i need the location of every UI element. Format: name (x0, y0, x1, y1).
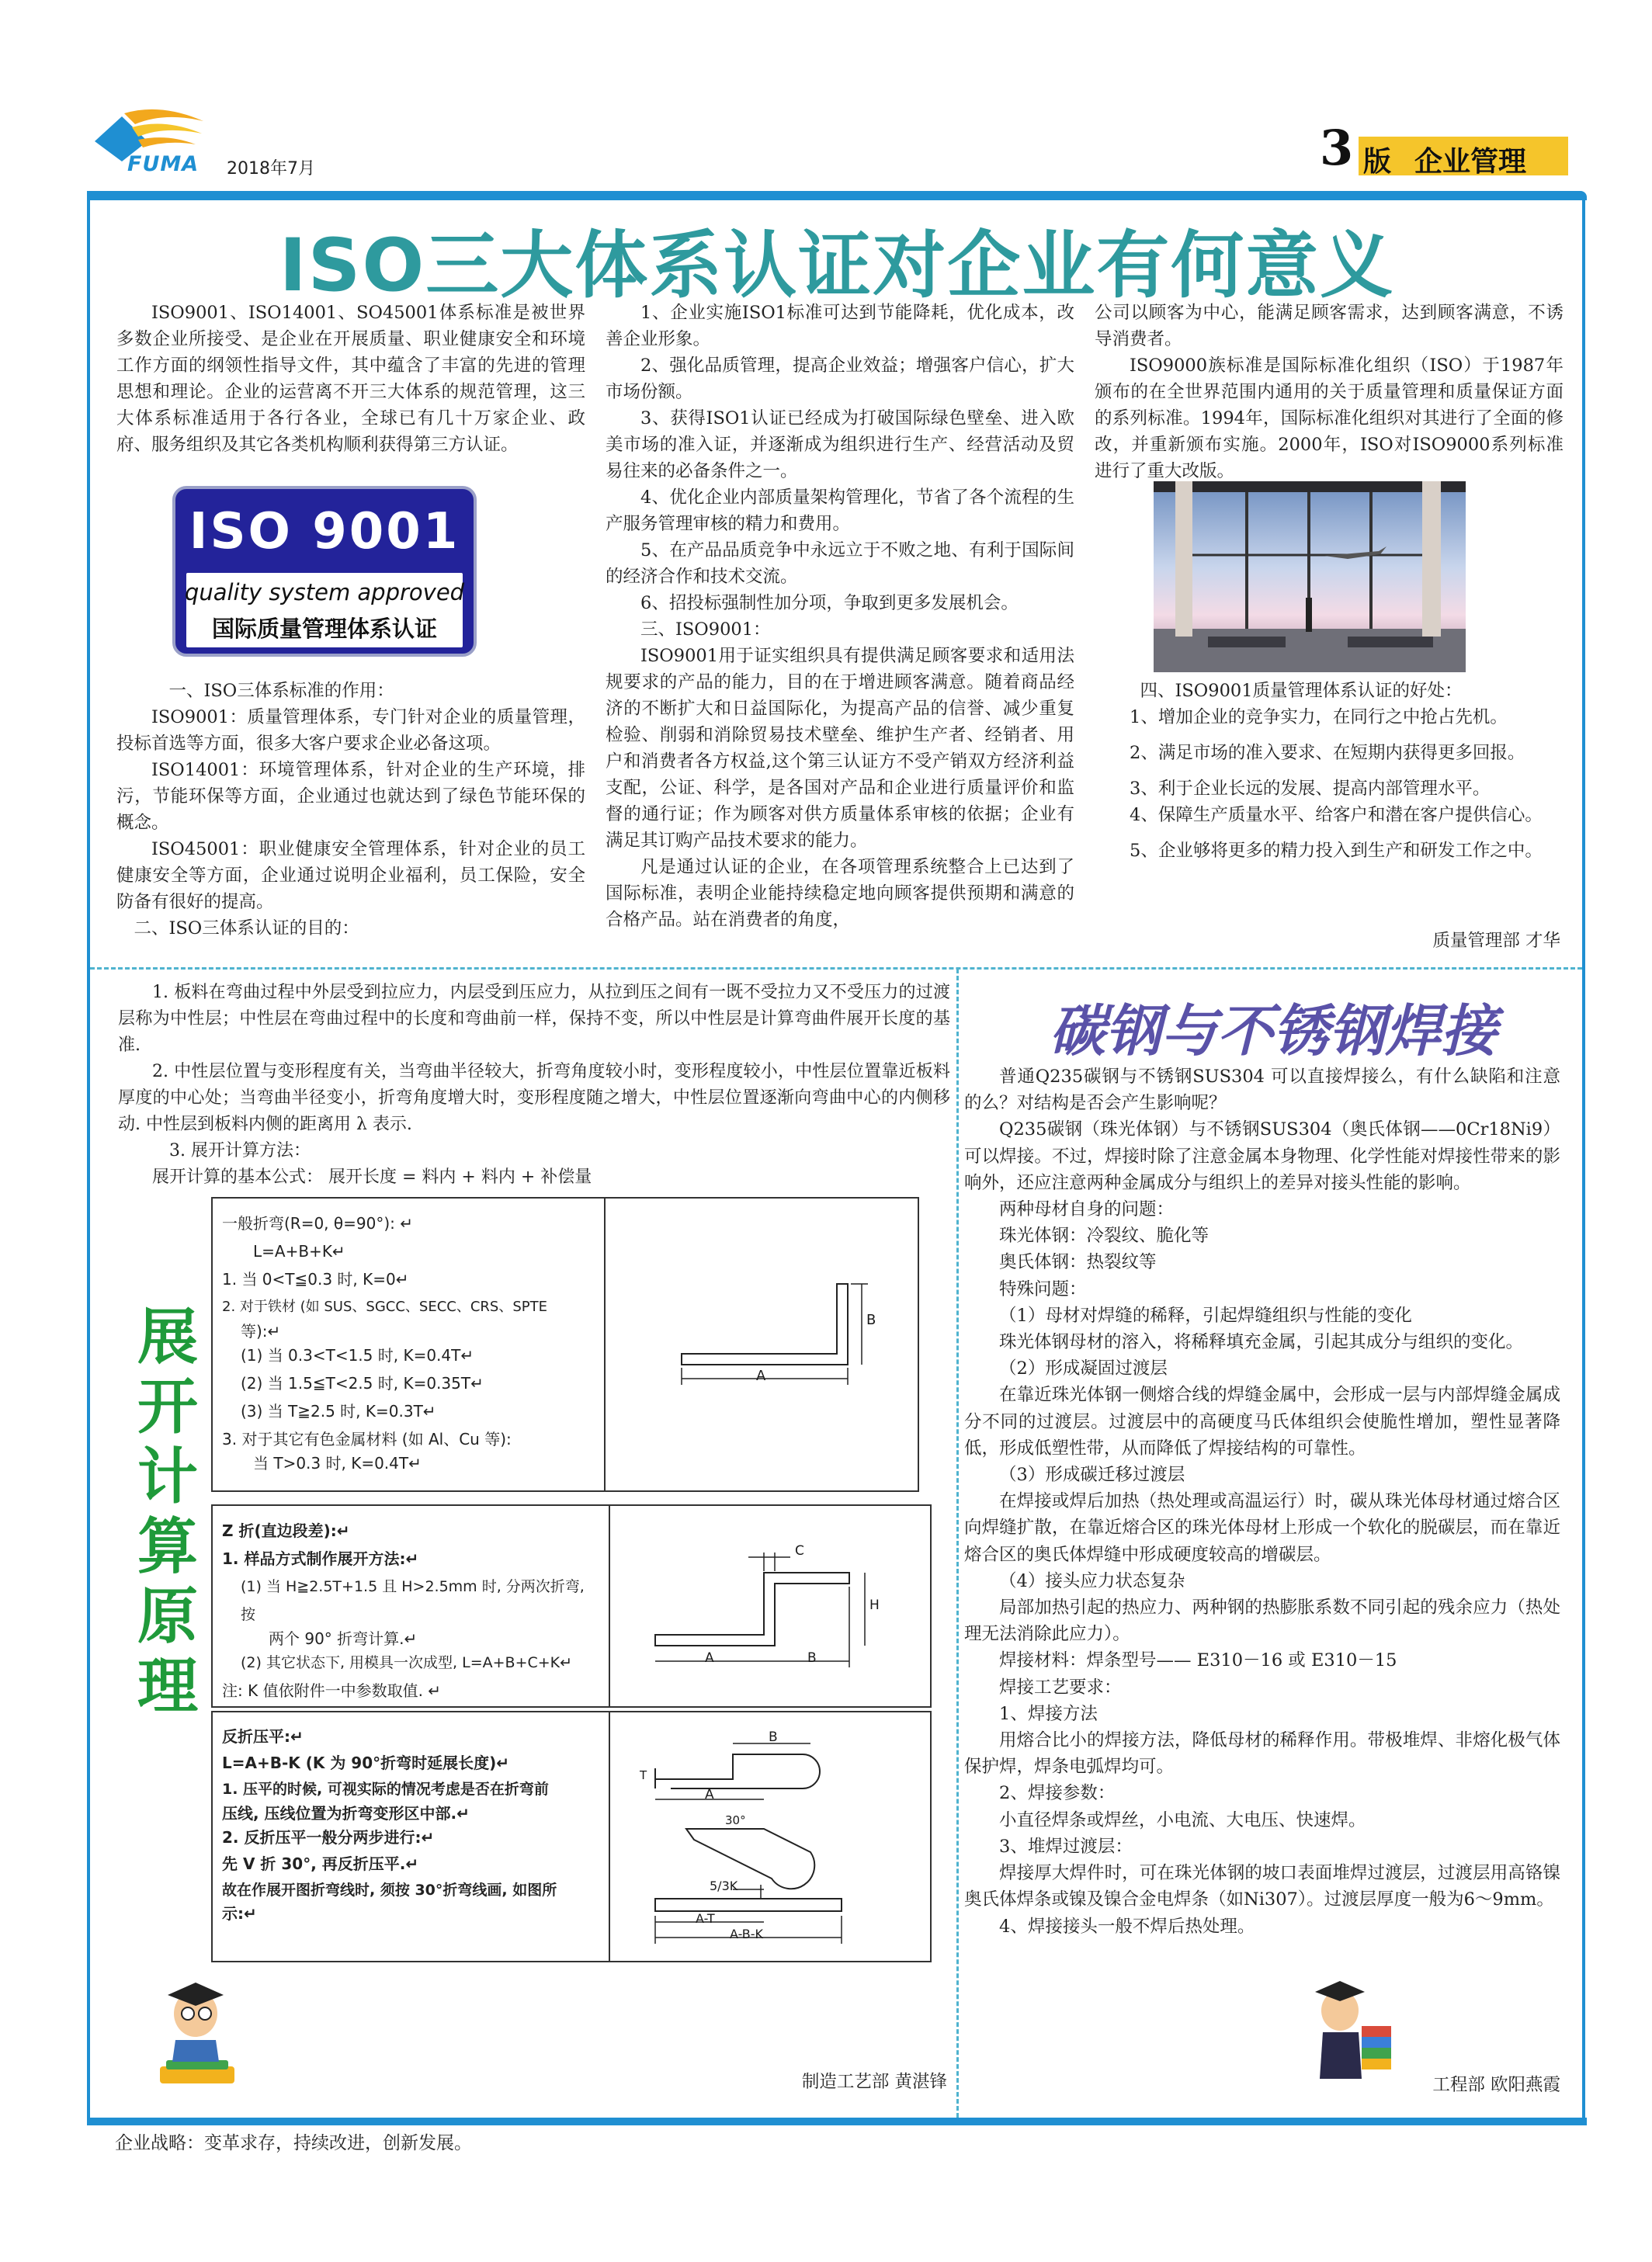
tbl-line: 注: K 值依附件一中参数取值. ↵ (222, 1681, 442, 1700)
iso-9001-desc: ISO9001：质量管理体系，专门针对企业的质量管理，投标首选等方面，很多大客户要求企业必备这项。 (116, 707, 585, 754)
weld-para: 小直径焊条或焊丝，小电流、大电压、快速焊。 (999, 1809, 1366, 1830)
iso-purpose-4: 4、优化企业内部质量架构管理化，节省了各个流程的生产服务管理审核的精力和费用。 (606, 487, 1074, 534)
weld-para: 珠光体钢：冷裂纹、脆化等 (999, 1226, 1210, 1247)
weld-para: 用熔合比小的焊接方法，降低母材的稀释作用。带极堆焊、非熔化极气体保护焊，焊条电弧焊均可。 (964, 1730, 1560, 1778)
tbl-line: 先 V 折 30°, 再反折压平.↵ (222, 1854, 419, 1873)
iso-cert-para: 凡是通过认证的企业，在各项管理系统整合上已达到了国际标准，表明企业能持续稳定地向顾客提供预期和满意的合格产品。站在消费者的角度， (606, 857, 1074, 930)
iso-benefit-1: 1、增加企业的竞争实力，在同行之中抢占先机。 (1130, 707, 1508, 727)
reverse-fold-diagram (609, 1712, 930, 1961)
tbl-line: (1) 当 0.3<T<1.5 时, K=0.4T↵ (241, 1346, 474, 1365)
top-rule (87, 191, 1587, 200)
unfold-para-3: 3. 展开计算方法： (169, 1141, 311, 1160)
dim-c: C (795, 1543, 804, 1559)
dim-at: A-T (696, 1911, 715, 1926)
vtitle-char: 算 (137, 1512, 198, 1582)
weld-para: 奥氏体钢：热裂纹等 (999, 1252, 1157, 1273)
iso-heading-1: 一、ISO三体系标准的作用： (168, 681, 394, 701)
unfold-text (118, 980, 950, 1191)
iso-benefit-2: 2、满足市场的准入要求、在短期内获得更多回报。 (1130, 743, 1525, 763)
page-badge (1320, 120, 1568, 179)
weld-para: 1、焊接方法 (999, 1703, 1098, 1724)
weld-para: 焊接材料：焊条型号—— E310－16 或 E310－15 (999, 1650, 1397, 1671)
dim-a: A (756, 1368, 766, 1384)
tbl-line: (1) 当 H≧2.5T+1.5 且 H>2.5mm 时, 分两次折弯, 按 (241, 1578, 585, 1623)
iso-9001-logo (172, 486, 477, 657)
unfold-vertical-title (137, 1303, 199, 1722)
right-frame (1582, 200, 1585, 2118)
iso-purpose-1: 1、企业实施ISO1标准可达到节能降耗，优化成本，改善企业形象。 (606, 303, 1074, 349)
unfold-author: 制造工艺部 黄湛锋 (801, 2072, 947, 2092)
tbl-line: 3. 对于其它有色金属材料 (如 Al、Cu 等): (222, 1430, 512, 1448)
table-general-bend (211, 1197, 919, 1492)
iso-heading-4: 四、ISO9001质量管理体系认证的好处： (1140, 681, 1463, 701)
tbl-line: 2. 反折压平一般分两步进行:↵ (222, 1828, 435, 1847)
tbl-line: 示:↵ (222, 1904, 257, 1923)
dim-angle: 30° (725, 1813, 746, 1827)
weld-para: 特殊问题： (999, 1278, 1087, 1299)
dim-b: B (866, 1312, 876, 1328)
iso-9000-history: ISO9000族标准是国际标准化组织（ISO）于1987年颁布的在全世界范围内通用的关于质量管理和质量保证方面的系列标准。1994年，国际标准化组织对其进行了全面的修改，并重新颁布实施。2000年，ISO对ISO9000系列标准进行了重大改版。 (1095, 356, 1564, 481)
dim-t: T (640, 1768, 647, 1782)
weld-title: 碳钢与不锈钢焊接 (1049, 997, 1497, 1063)
iso-benefit-5: 5、企业够将更多的精力投入到生产和研发工作之中。 (1130, 841, 1543, 861)
tbl-line: 反折压平:↵ (222, 1727, 304, 1746)
iso-logo-tagline: quality system approved (184, 579, 465, 605)
iso-logo-cn: 国际质量管理体系认证 (211, 616, 437, 642)
weld-para: （2）形成凝固过渡层 (999, 1358, 1168, 1379)
tbl-line: (2) 其它状态下, 用模具一次成型, L=A+B+C+K↵ (241, 1654, 573, 1671)
iso-heading-3: 三、ISO9001： (640, 619, 771, 640)
issue-date: 2018年7月 (227, 159, 315, 179)
unfold-para-2: 2. 中性层位置与变形程度有关，当弯曲半径较大，折弯角度较小时，变形程度较小，中性层位置靠近板料厚度的中心处；当弯曲半径变小，折弯角度增大时，变形程度随之增大，中性层位置逐渐向弯曲中心的内侧移动. 中性层到板料内侧的距离用 λ 表示. (118, 1062, 950, 1134)
tbl-line: L=A+B-K (K 为 90°折弯时延展长度)↵ (222, 1754, 510, 1772)
tbl-line: (3) 当 T≧2.5 时, K=0.3T↵ (241, 1402, 436, 1421)
unfold-para-1: 1. 板料在弯曲过程中外层受到拉应力，内层受到压应力，从拉到压之间有一既不受拉力又不受压力的过渡层称为中性层；中性层在弯曲过程中的长度和弯曲前一样，保持不变，所以中性层是计算弯曲件展开长度的基准. (118, 983, 950, 1055)
iso-benefit-4: 4、保障生产质量水平、给客户和潜在客户提供信心。 (1130, 805, 1543, 825)
tbl-line: 一般折弯(R=0, θ=90°): ↵ (222, 1214, 413, 1233)
vtitle-char: 原 (137, 1582, 198, 1652)
weld-para: 4、焊接接头一般不焊后热处理。 (999, 1916, 1255, 1937)
z-bend-text (213, 1506, 610, 1706)
weld-para: 普通Q235碳钢与不锈钢SUS304 可以直接焊接么，有什么缺陷和注意的么？对结构是否会产生影响呢？ (964, 1067, 1560, 1114)
weld-para: 3、堆焊过渡层： (999, 1836, 1133, 1857)
weld-para: 两种母材自身的问题： (999, 1199, 1175, 1220)
bottom-rule (87, 2118, 1587, 2125)
iso-column-3-lower (1095, 678, 1564, 864)
tbl-line: 1. 当 0<T≦0.3 时, K=0↵ (222, 1270, 409, 1289)
tbl-line: 压线, 压线位置为折弯变形区中部.↵ (222, 1804, 470, 1823)
reverse-fold-text (213, 1712, 610, 1961)
weld-para: （3）形成碳迁移过渡层 (999, 1465, 1185, 1486)
page-number: 3 (1320, 120, 1354, 176)
section-name: 企业管理 (1414, 146, 1527, 178)
weld-author: 工程部 欧阳燕霞 (1432, 2075, 1560, 2095)
z-bend-diagram (609, 1506, 930, 1706)
footer-strategy: 企业战略：变革求存，持续改进，创新发展。 (115, 2133, 472, 2153)
dim-h: H (869, 1598, 880, 1613)
weld-para: 局部加热引起的热应力、两种钢的热膨胀系数不同引起的残余应力（热处理无法消除此应力）。 (964, 1598, 1560, 1645)
weld-para: （1）母材对焊缝的稀释，引起焊缝组织与性能的变化 (999, 1305, 1412, 1326)
iso-purpose-5: 5、在产品品质竞争中永远立于不败之地、有利于国际间的经济合作和技术交流。 (606, 540, 1074, 587)
tbl-line: 当 T>0.3 时, K=0.4T↵ (253, 1454, 422, 1473)
dim-a: A (705, 1787, 714, 1802)
vtitle-char: 理 (137, 1652, 198, 1722)
vtitle-char: 开 (137, 1372, 198, 1442)
dim-b: B (769, 1729, 778, 1745)
unfold-formula: 展开计算的基本公式： 展开长度 = 料内 + 料内 + 补偿量 (152, 1167, 592, 1187)
weld-para: 焊接厚大焊件时，可在珠光体钢的坡口表面堆焊过渡层，过渡层用高铬镍奥氏体焊条或镍及镍合金电焊条（如Ni307）。过渡层厚度一般为6～9mm。 (964, 1863, 1560, 1910)
iso-author: 质量管理部 才华 (1432, 931, 1560, 951)
iso-9001-para: ISO9001用于证实组织具有提供满足顾客要求和适用法规要求的产品的能力，目的在于增进顾客满意。随着商品经济的不断扩大和日益国际化，为提高产品的信誉、减少重复检验、削弱和消除贸易技术壁垒、维护生产者、经销者、用户和消费者各方权益,这个第三认证方不受产销双方经济利益支配，公证、科学，是各国对产品和企业进行质量评价和监督的通行证；作为顾客对供方质量体系审核的依据；企业有满足其订购产品技术要求的能力。 (606, 646, 1074, 851)
weld-para: 在焊接或焊后加热（热处理或高温运行）时，碳从珠光体母材通过熔合区向焊缝扩散，在靠近熔合区的珠光体母材上形成一个软化的脱碳层，而在靠近熔合区的奥氏体焊缝中形成硬度较高的增碳层。 (964, 1491, 1560, 1565)
tbl-line: 等):↵ (241, 1322, 281, 1341)
table-reverse-fold (211, 1711, 932, 1962)
general-bend-diagram (604, 1199, 918, 1490)
iso-column-1-lower (116, 678, 585, 942)
iso-45001-desc: ISO45001：职业健康安全管理体系，针对企业的员工健康安全等方面，企业通过说明企业福利，员工保险，安全防备有很好的提高。 (116, 839, 585, 912)
weld-para: 焊接工艺要求： (999, 1677, 1122, 1698)
weld-para: （4）接头应力状态复杂 (999, 1570, 1185, 1591)
tbl-line: 两个 90° 折弯计算.↵ (269, 1629, 418, 1648)
section-divider (90, 967, 1582, 970)
iso-col3-cont: 公司以顾客为中心，能满足顾客需求，达到顾客满意，不诱导消费者。 (1095, 303, 1564, 349)
iso-heading-2: 二、ISO三体系认证的目的： (134, 918, 359, 938)
dim-53k: 5/3K (710, 1879, 738, 1893)
vtitle-char: 计 (137, 1442, 198, 1512)
page-unit: 版 (1363, 146, 1392, 178)
tbl-line: 1. 样品方式制作展开方法:↵ (222, 1549, 419, 1568)
weld-para: 在靠近珠光体钢一侧熔合线的焊缝金属中，会形成一层与内部焊缝金属成分不同的过渡层。过渡层中的高硬度马氏体组织会使脆性增加，塑性显著降低，形成低塑性带，从而降低了焊接结构的可靠性。 (964, 1385, 1560, 1459)
weld-para: 2、焊接参数： (999, 1783, 1116, 1804)
column-divider (956, 969, 959, 2118)
iso-column-2 (606, 300, 1074, 933)
tbl-line: L=A+B+K↵ (253, 1242, 345, 1261)
iso-purpose-6: 6、招投标强制性加分项，争取到更多发展机会。 (640, 593, 1019, 613)
iso-intro: ISO9001、ISO14001、SO45001体系标准是被世界多数企业所接受、是企业在开展质量、职业健康安全和环境工作方面的纲领性指导文件，其中蕴含了丰富的先进的管理思想和理论。企业的运营离不开三大体系的规范管理，这三大体系标准适用于各行各业，全球已有几十万家企业、政府、服务组织及其它各类机构顺利获得第三方认证。 (116, 303, 585, 455)
tbl-line: 故在作展开图折弯线时, 须按 30°折弯线画, 如图所 (222, 1882, 557, 1899)
left-frame (87, 200, 90, 2118)
cartoon-student-left (144, 1969, 245, 2093)
iso-14001-desc: ISO14001：环境管理体系，针对企业的生产环境，排污，节能环保等方面，企业通过也就达到了绿色节能环保的概念。 (116, 760, 585, 833)
dim-a: A (705, 1650, 714, 1666)
tbl-line: (2) 当 1.5≦T<2.5 时, K=0.35T↵ (241, 1374, 484, 1393)
brand-name: FUMA (127, 152, 200, 176)
general-bend-text (213, 1199, 606, 1490)
iso-purpose-3: 3、获得ISO1认证已经成为打破国际绿色壁垒、进入欧美市场的准入证，并逐渐成为组织进行生产、经营活动及贸易往来的必备条件之一。 (606, 408, 1074, 481)
iso-logo-number: ISO 9001 (189, 503, 460, 560)
weld-para: 珠光体钢母材的溶入，将稀释填充金属，引起其成分与组织的变化。 (999, 1332, 1524, 1353)
tbl-line: Z 折(直边段差):↵ (222, 1521, 350, 1540)
tbl-line: 1. 压平的时候, 可视实际的情况考虑是否在折弯前 (222, 1781, 549, 1798)
iso-column-1 (116, 300, 585, 458)
tbl-line: 2. 对于铁材 (如 SUS、SGCC、SECC、CRS、SPTE (222, 1299, 547, 1315)
dim-abk: A-B-K (730, 1927, 764, 1941)
weld-para: Q235碳钢（珠光体钢）与不锈钢SUS304（奥氏体钢——0Cr18Ni9）可以焊接。不过，焊接时除了注意金属本身物理、化学性能对焊接性带来的影响外，还应注意两种金属成分与组织上的差异对接头性能的影响。 (964, 1119, 1560, 1193)
dim-b: B (807, 1650, 817, 1666)
iso-title: ISO三大体系认证对企业有何意义 (279, 224, 1395, 308)
iso-benefit-3: 3、利于企业长远的发展、提高内部管理水平。 (1130, 779, 1491, 799)
iso-column-3 (1095, 300, 1564, 484)
table-z-bend (211, 1504, 932, 1708)
airport-photo (1154, 481, 1466, 672)
weld-text (964, 1063, 1560, 1940)
vtitle-char: 展 (137, 1303, 198, 1372)
iso-purpose-2: 2、强化品质管理，提高企业效益；增强客户信心，扩大市场份额。 (606, 356, 1074, 402)
